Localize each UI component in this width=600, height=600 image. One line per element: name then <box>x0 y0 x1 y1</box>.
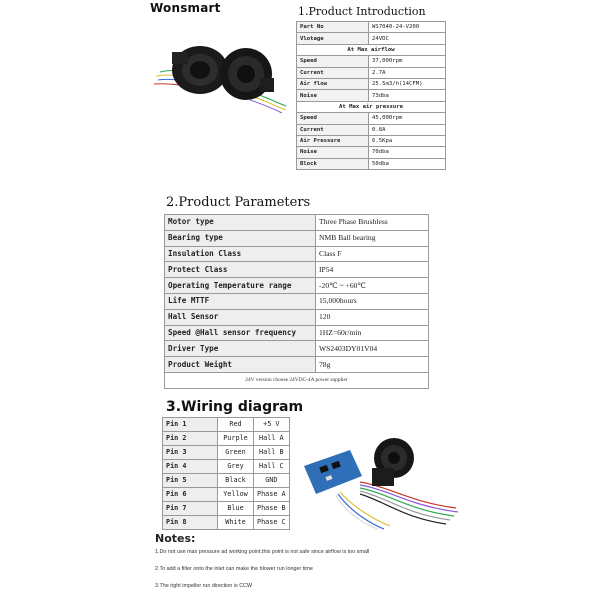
table-row <box>163 446 290 460</box>
pin-label: Pin 4 <box>163 460 218 474</box>
power-supply-note: 24V version choose 24VDC-4A power supplier <box>165 372 429 388</box>
product-introduction-table <box>296 21 446 170</box>
table-value: 37,000rpm <box>369 56 446 67</box>
wire-color: Yellow <box>218 488 254 502</box>
section-title-wiring-diagram: 3.Wiring diagram <box>166 399 304 415</box>
table-value: 24VDC <box>369 33 446 44</box>
table-label: Air Pressure <box>297 135 369 146</box>
table-row <box>297 90 446 101</box>
wire-color: Purple <box>218 432 254 446</box>
table-value: 120 <box>316 309 429 325</box>
table-value: Three Phase Brushless <box>316 215 429 231</box>
table-label: Vlotage <box>297 33 369 44</box>
table-value: Class F <box>316 246 429 262</box>
pin-label: Pin 5 <box>163 474 218 488</box>
table-label: Noise <box>297 147 369 158</box>
product-parameters-table <box>164 214 429 389</box>
wiring-table <box>162 417 290 530</box>
table-row <box>163 460 290 474</box>
table-row <box>297 67 446 78</box>
table-value: 50dba <box>369 158 446 169</box>
wire-color: Red <box>218 418 254 432</box>
table-value: 25.5m3/h(14CFM) <box>369 78 446 89</box>
table-label: Protect Class <box>165 262 316 278</box>
table-value: 15,000hours <box>316 293 429 309</box>
section-title-product-parameters: 2.Product Parameters <box>166 195 311 210</box>
table-value: WS7040-24-V200 <box>369 22 446 33</box>
pin-function: Hall B <box>254 446 290 460</box>
pin-label: Pin 6 <box>163 488 218 502</box>
subheader-max-airflow: At Max airflow <box>297 44 446 55</box>
table-value: 1HZ=60r/min <box>316 325 429 341</box>
table-row <box>297 147 446 158</box>
note-item: 3.The right impeller run direction is CCW <box>155 583 253 589</box>
table-label: Motor type <box>165 215 316 231</box>
table-label: Speed @Hall sensor frequency <box>165 325 316 341</box>
pin-function: Hall A <box>254 432 290 446</box>
table-row <box>165 215 429 231</box>
pin-function: +5 V <box>254 418 290 432</box>
pin-function: Hall C <box>254 460 290 474</box>
pin-label: Pin 7 <box>163 502 218 516</box>
table-row <box>165 325 429 341</box>
table-row <box>165 372 429 388</box>
table-row <box>165 309 429 325</box>
table-label: Block <box>297 158 369 169</box>
table-label: Driver Type <box>165 341 316 357</box>
table-label: Hall Sensor <box>165 309 316 325</box>
table-row <box>163 488 290 502</box>
table-row <box>297 101 446 112</box>
notes-title: Notes: <box>155 532 196 545</box>
table-row <box>163 418 290 432</box>
table-row <box>297 33 446 44</box>
table-value: WS2403DY01V04 <box>316 341 429 357</box>
table-row <box>297 56 446 67</box>
table-row <box>297 44 446 55</box>
table-row <box>163 474 290 488</box>
table-value: 73dba <box>369 90 446 101</box>
table-label: Operating Temperature range <box>165 278 316 294</box>
table-value: NMB Ball bearing <box>316 230 429 246</box>
table-value: 45,000rpm <box>369 113 446 124</box>
pin-label: Pin 3 <box>163 446 218 460</box>
table-value: -20℃ ~ +60℃ <box>316 278 429 294</box>
pin-label: Pin 2 <box>163 432 218 446</box>
table-label: Current <box>297 124 369 135</box>
pin-function: Phase B <box>254 502 290 516</box>
table-label: Part No <box>297 22 369 33</box>
table-row <box>297 113 446 124</box>
driver-board-photo <box>300 432 462 530</box>
table-row <box>163 502 290 516</box>
table-row <box>165 246 429 262</box>
table-row <box>297 135 446 146</box>
subheader-max-pressure: At Max air pressure <box>297 101 446 112</box>
table-value: 2.7A <box>369 67 446 78</box>
table-value: 6.5Kpa <box>369 135 446 146</box>
wire-color: Blue <box>218 502 254 516</box>
table-row <box>163 432 290 446</box>
table-value: 0.8A <box>369 124 446 135</box>
table-row <box>165 293 429 309</box>
table-label: Bearing type <box>165 230 316 246</box>
pin-function: Phase A <box>254 488 290 502</box>
section-title-product-introduction: 1.Product Introduction <box>298 5 426 18</box>
note-item: 1.Do not use max pressure ad working point,this point is not safe since airflow is too small <box>155 549 370 555</box>
table-row <box>165 341 429 357</box>
table-label: Product Weight <box>165 357 316 373</box>
table-row <box>297 22 446 33</box>
pin-label: Pin 8 <box>163 516 218 530</box>
pin-function: Phase C <box>254 516 290 530</box>
brand-logo: Wonsmart <box>150 1 221 15</box>
wire-color: Green <box>218 446 254 460</box>
table-label: Speed <box>297 113 369 124</box>
table-label: Current <box>297 67 369 78</box>
wire-color: Black <box>218 474 254 488</box>
table-label: Speed <box>297 56 369 67</box>
wire-color: White <box>218 516 254 530</box>
table-row <box>165 357 429 373</box>
table-value: IP54 <box>316 262 429 278</box>
note-item: 2.To add a filter onto the inlet can make the blower run longer time <box>155 566 313 572</box>
table-label: Air flow <box>297 78 369 89</box>
table-value: 78g <box>316 357 429 373</box>
table-row <box>165 262 429 278</box>
pin-label: Pin 1 <box>163 418 218 432</box>
blower-product-photo <box>150 22 288 114</box>
table-row <box>297 124 446 135</box>
table-label: Insulation Class <box>165 246 316 262</box>
table-value: 70dba <box>369 147 446 158</box>
table-label: Life MTTF <box>165 293 316 309</box>
table-row <box>165 230 429 246</box>
table-row <box>297 158 446 169</box>
wire-color: Grey <box>218 460 254 474</box>
table-label: Noise <box>297 90 369 101</box>
table-row <box>165 278 429 294</box>
table-row <box>297 78 446 89</box>
table-row <box>163 516 290 530</box>
pin-function: GND <box>254 474 290 488</box>
